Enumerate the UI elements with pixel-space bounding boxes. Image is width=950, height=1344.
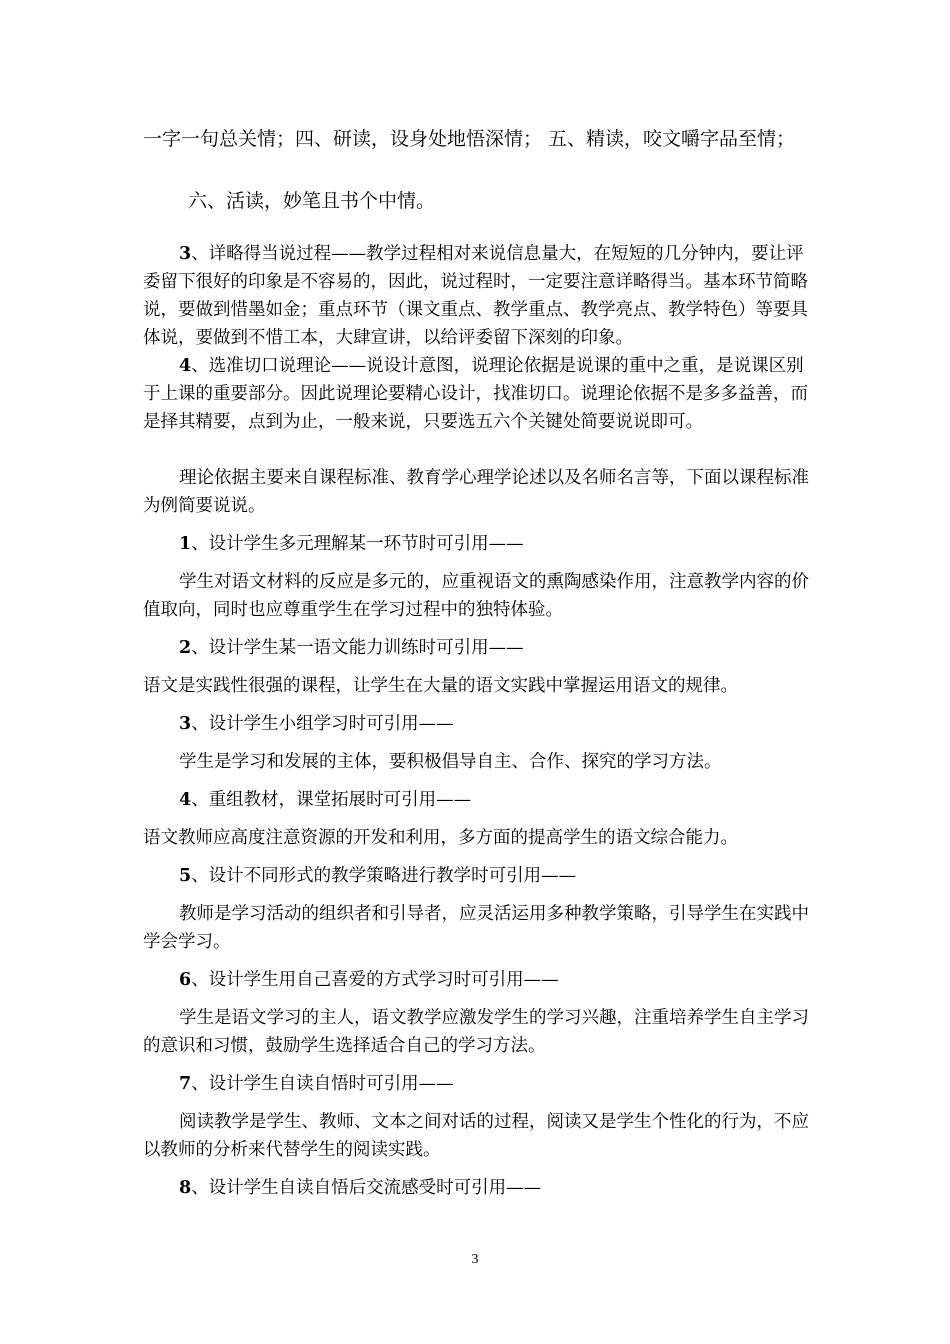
page-number: 3 <box>471 1252 479 1267</box>
item-number: 8 <box>179 1178 192 1198</box>
quote-paragraph-7 <box>143 1108 811 1164</box>
item-heading-text: 、重组教材，课堂拓展时可引用—— <box>191 790 472 810</box>
text-line-1: 一字一句总关情；四、研读，设身处地悟深情； 五、精读，咬文嚼字品至情； <box>143 128 796 150</box>
item-number: 1 <box>179 534 192 554</box>
section-text: 、详略得当说过程——教学过程相对来说信息量大，在短短的几分钟内，要让评委留下很好的印象是不容易的，因此，说过程时，一定要注意详略得当。基本环节简略说，要做到惜墨如金；重点环节（课文重点、教学重点、教学亮点、教学特色）等要具体说，要做到不惜工本，大肆宣讲，以给评委留下深刻的印象。 <box>143 244 808 348</box>
quote-paragraph-3 <box>143 748 811 776</box>
quote-text: 语文是实践性很强的课程，让学生在大量的语文实践中掌握运用语文的规律。 <box>143 676 738 696</box>
section-number: 4 <box>179 356 192 376</box>
item-heading-5 <box>143 862 811 890</box>
item-number: 5 <box>179 866 192 886</box>
item-heading-text: 、设计学生自读自悟后交流感受时可引用—— <box>191 1178 542 1198</box>
body-text: 理论依据主要来自课程标准、教育学心理学论述以及名师名言等，下面以课程标准为例简要说说。 <box>143 468 809 516</box>
quote-text: 语文教师应高度注意资源的开发和利用，多方面的提高学生的语文综合能力。 <box>143 828 738 848</box>
quote-paragraph-4 <box>143 824 843 852</box>
quote-paragraph-1 <box>143 568 811 624</box>
text-line-2: 六、活读，妙笔且书个中情。 <box>188 190 436 212</box>
quote-paragraph-5 <box>143 900 811 956</box>
quote-text: 学生对语文材料的反应是多元的，应重视语文的熏陶感染作用，注意教学内容的价值取向，同时也应尊重学生在学习过程中的独特体验。 <box>143 572 809 620</box>
item-heading-8 <box>143 1174 811 1202</box>
item-heading-text: 、设计不同形式的教学策略进行教学时可引用—— <box>191 866 577 886</box>
item-heading-text: 、设计学生用自己喜爱的方式学习时可引用—— <box>191 970 559 990</box>
item-heading-6 <box>143 966 811 994</box>
item-number: 6 <box>179 970 192 990</box>
item-heading-7 <box>143 1070 811 1098</box>
item-number: 3 <box>179 714 192 734</box>
item-heading-text: 、设计学生多元理解某一环节时可引用—— <box>191 534 524 554</box>
item-heading-text: 、设计学生小组学习时可引用—— <box>191 714 454 734</box>
section-text: 、选准切口说理论——说设计意图，说理论依据是说课的重中之重，是说课区别于上课的重要部分。因此说理论要精心设计，找准切口。说理论依据不是多多益善，而是择其精要，点到为止，一般来说，只要选五六个关键处简要说说即可。 <box>143 356 808 432</box>
section-4-paragraph <box>143 352 811 436</box>
quote-paragraph-2 <box>143 672 843 700</box>
section-3-paragraph <box>143 240 811 352</box>
item-heading-4 <box>143 786 811 814</box>
item-number: 4 <box>179 790 192 810</box>
item-number: 7 <box>179 1074 192 1094</box>
quote-text: 阅读教学是学生、教师、文本之间对话的过程，阅读又是学生个性化的行为，不应以教师的分析来代替学生的阅读实践。 <box>143 1112 809 1160</box>
section-number: 3 <box>179 244 192 264</box>
item-heading-text: 、设计学生某一语文能力训练时可引用—— <box>191 638 524 658</box>
quote-text: 教师是学习活动的组织者和引导者，应灵活运用多种教学策略，引导学生在实践中学会学习。 <box>143 904 809 952</box>
item-number: 2 <box>179 638 192 658</box>
body-paragraph <box>143 464 811 520</box>
item-heading-2 <box>143 634 811 662</box>
item-heading-3 <box>143 710 811 738</box>
quote-paragraph-6 <box>143 1004 811 1060</box>
item-heading-text: 、设计学生自读自悟时可引用—— <box>191 1074 454 1094</box>
quote-text: 学生是学习和发展的主体，要积极倡导自主、合作、探究的学习方法。 <box>179 752 722 772</box>
item-heading-1 <box>143 530 811 558</box>
quote-text: 学生是语文学习的主人，语文教学应激发学生的学习兴趣，注重培养学生自主学习的意识和习惯，鼓励学生选择适合自己的学习方法。 <box>143 1008 809 1056</box>
